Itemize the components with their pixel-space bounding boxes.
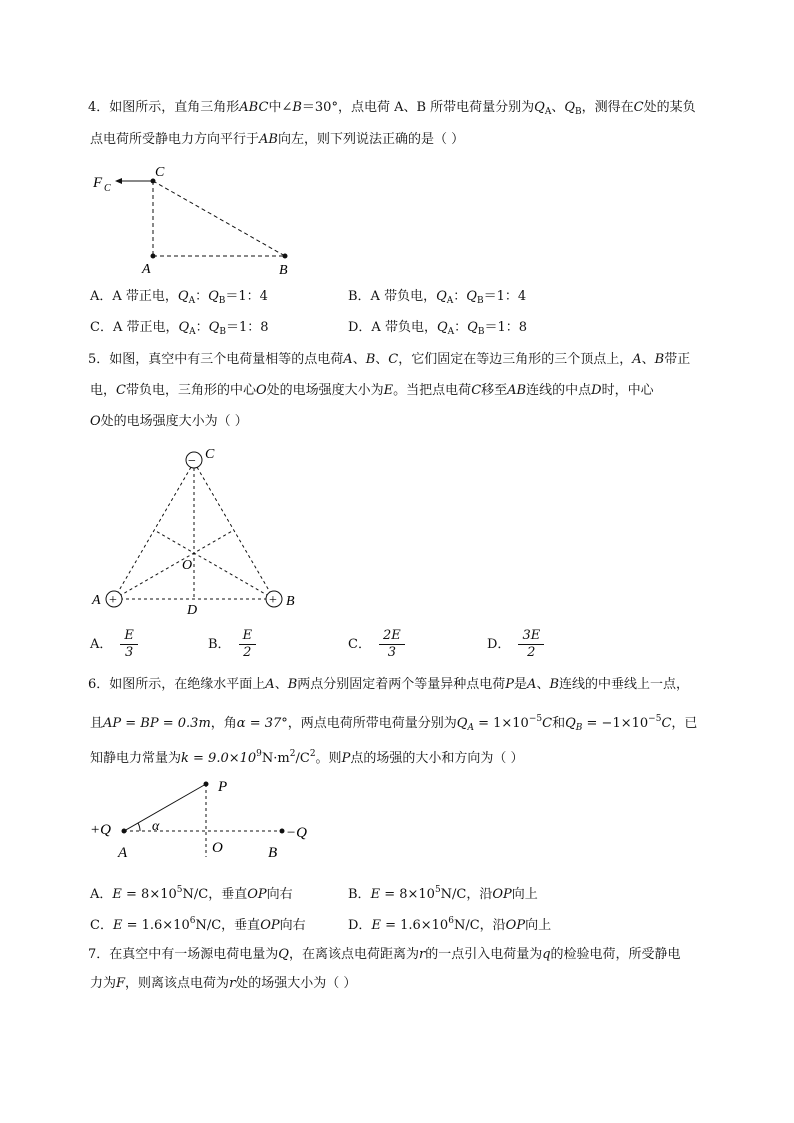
label-a: A [118, 845, 128, 861]
label-plus-q: +Q [90, 822, 111, 838]
charge-a-sign: + [109, 593, 117, 608]
label-o: O [212, 840, 223, 856]
force-label-sub: C [104, 183, 111, 194]
force-label: F [93, 175, 103, 191]
angle-arc [138, 823, 140, 831]
point-b [280, 829, 285, 834]
label-minus-q: −Q [286, 825, 307, 841]
force-arrow-head [115, 178, 122, 184]
label-o: O [182, 558, 193, 573]
q6-charges-figure [86, 775, 326, 865]
label-b: B [268, 845, 278, 861]
point-a [151, 254, 156, 259]
line-ap [124, 784, 206, 831]
point-a [122, 829, 127, 834]
q5-option-b[interactable]: B． $\frac{E}{2}$ [208, 628, 256, 661]
q4-option-b[interactable]: B．A 带负电，$Q_A$：$Q_B=1$：4 [348, 289, 527, 306]
charge-b-sign: + [269, 593, 277, 608]
q6-stem-line2: 且AP = BP = 0.3m，角α = 37°，两点电荷所带电荷量分别为$Q_A = 1\times 10^{-5}C$和$Q_B = -1\times 10^{-5}C$，已 [90, 714, 698, 733]
q6-option-d[interactable]: D．$E = 1.6\times 10^6N/C$，沿OP向上 [348, 916, 552, 933]
q5-option-c[interactable]: C． $\frac{2E}{3}$ [348, 628, 405, 661]
label-alpha: α [152, 819, 160, 834]
q4-triangle-figure [85, 162, 305, 282]
q4-option-c[interactable]: C．A 带正电，$Q_A$：$Q_B=1$：8 [90, 320, 269, 337]
q5-triangle-figure [86, 444, 316, 619]
q5-option-d[interactable]: D． $\frac{3E}{2}$ [487, 628, 544, 661]
label-b: B [286, 594, 295, 609]
label-b: B [279, 263, 288, 278]
label-a: A [142, 262, 151, 277]
point-p [204, 782, 209, 787]
q5-stem-line3: O处的电场强度大小为（ ） [90, 414, 248, 429]
q6-option-a[interactable]: A．$E = 8\times 10^5N/C$，垂直OP向右 [90, 885, 293, 902]
q4-option-a[interactable]: A．A 带正电，$Q_A$：$Q_B=1$：4 [90, 289, 268, 306]
edge-cb [153, 181, 285, 256]
q6-stem-line1: 6．如图所示，在绝缘水平面上A、B两点分别固定着两个等量异种点电荷P是A、B连线的中垂线上一点， [88, 677, 690, 692]
q4-stem-line1: 4．如图所示，直角三角形ABC中∠B＝30°，点电荷 A、B 所带电荷量分别为$Q_A$、$Q_B$，测得在C处的某负 [88, 100, 696, 117]
label-p: P [218, 779, 228, 795]
q6-option-c[interactable]: C．$E = 1.6\times 10^6N/C$，垂直OP向右 [90, 916, 306, 933]
label-d: D [187, 603, 198, 618]
charge-c-sign: − [188, 454, 196, 469]
q5-stem-line2: 电，C带负电，三角形的中心O处的电场强度大小为E。当把点电荷C移至AB连线的中点D时，中心 [90, 383, 654, 398]
q4-option-d[interactable]: D．A 带负电，$Q_A$：$Q_B=1$：8 [348, 320, 527, 337]
median-a [114, 530, 234, 599]
q6-stem-line3: 知静电力常量为$k = 9.0\times 10^9N\cdot m^2/C^2$。则P点的场强的大小和方向为（ ） [90, 749, 524, 766]
point-b [283, 254, 288, 259]
q5-option-a[interactable]: A． $\frac{E}{3}$ [90, 628, 138, 661]
q6-option-b[interactable]: B．$E = 8\times 10^5N/C$，沿OP向上 [348, 885, 538, 902]
median-b [154, 530, 274, 599]
q5-stem-line1: 5．如图，真空中有三个电荷量相等的点电荷A、B、C，它们固定在等边三角形的三个顶点上，A、B带正 [88, 352, 691, 367]
label-c: C [155, 165, 165, 180]
q7-stem-line1: 7．在真空中有一场源电荷电量为Q，在离该点电荷距离为r的一点引入电荷量为q的检验电荷，所受静电 [88, 947, 681, 962]
q7-stem-line2: 力为F，则离该点电荷为r处的场强大小为（ ） [90, 976, 357, 991]
label-a: A [92, 593, 101, 608]
q4-stem-line2: 点电荷所受静电力方向平行于AB向左，则下列说法正确的是（ ） [90, 132, 465, 147]
label-c: C [205, 447, 215, 462]
